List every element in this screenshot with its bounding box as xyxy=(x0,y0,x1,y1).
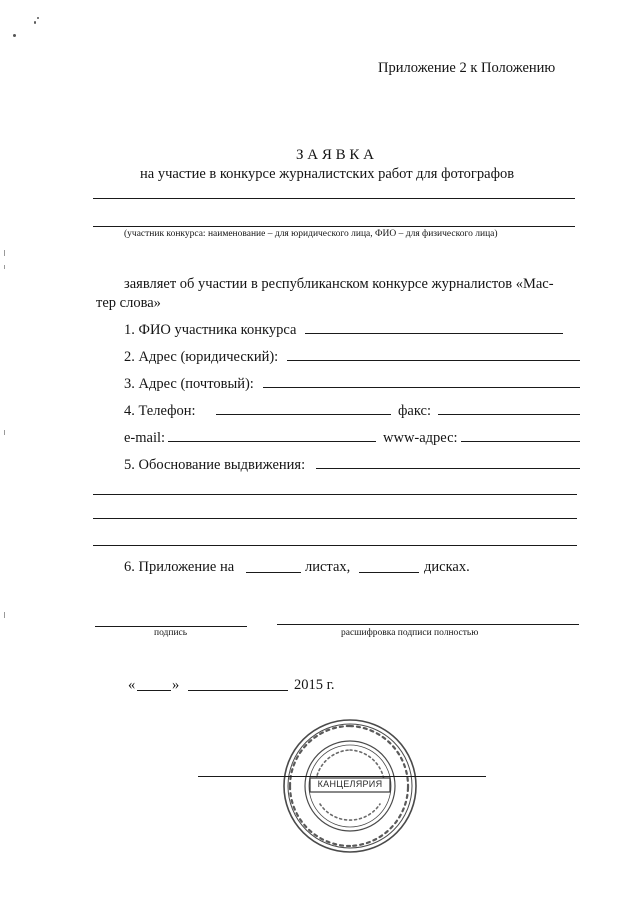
date-day-field[interactable] xyxy=(137,690,171,691)
justification-line-3[interactable] xyxy=(93,518,577,519)
margin-mark xyxy=(4,612,5,618)
scan-speck xyxy=(13,34,16,37)
fax-field[interactable] xyxy=(438,414,580,415)
www-field[interactable] xyxy=(461,441,580,442)
fio-label: 1. ФИО участника конкурса xyxy=(124,322,297,338)
address-legal-field[interactable] xyxy=(287,360,580,361)
justification-line-2[interactable] xyxy=(93,494,577,495)
date-month-field[interactable] xyxy=(188,690,288,691)
phone-label: 4. Телефон: xyxy=(124,403,196,419)
signature-caption: подпись xyxy=(154,628,188,638)
disks-word: дисках. xyxy=(424,559,470,575)
signature-decode-caption: расшифровка подписи полностью xyxy=(341,628,479,638)
date-close-quote: » xyxy=(172,677,180,693)
sheets-count-field[interactable] xyxy=(246,572,301,573)
stamp-signature-line[interactable] xyxy=(198,776,486,777)
signature-decode-field[interactable] xyxy=(277,624,579,625)
signature-field[interactable] xyxy=(95,626,247,627)
participant-line-2[interactable] xyxy=(93,226,575,227)
document-subtitle: на участие в конкурсе журналистских работ для фотографов xyxy=(140,166,515,182)
statement-line-2: тер слова» xyxy=(96,295,161,311)
disks-count-field[interactable] xyxy=(359,572,419,573)
margin-mark xyxy=(4,265,5,269)
justification-line-4[interactable] xyxy=(93,545,577,546)
email-label: e-mail: xyxy=(124,430,166,446)
margin-mark xyxy=(4,250,5,256)
email-field[interactable] xyxy=(168,441,376,442)
address-postal-field[interactable] xyxy=(263,387,580,388)
date-year: 2015 г. xyxy=(294,677,335,693)
scan-speck xyxy=(34,21,36,24)
margin-mark xyxy=(4,430,5,435)
annex-reference: Приложение 2 к Положению xyxy=(378,60,556,76)
sheets-word: листах, xyxy=(305,559,351,575)
justification-field[interactable] xyxy=(316,468,580,469)
www-label: www-адрес: xyxy=(383,430,458,446)
participant-caption: (участник конкурса: наименование – для юридического лица, ФИО – для физического лица) xyxy=(124,229,498,239)
attachment-label: 6. Приложение на xyxy=(124,559,235,575)
stamp-center-text: КАНЦЕЛЯРИЯ xyxy=(317,779,383,789)
fio-field[interactable] xyxy=(305,333,563,334)
phone-field[interactable] xyxy=(216,414,391,415)
address-legal-label: 2. Адрес (юридический): xyxy=(124,349,279,365)
scan-speck xyxy=(37,17,39,19)
address-postal-label: 3. Адрес (почтовый): xyxy=(124,376,254,392)
document-title: З А Я В К А xyxy=(296,147,374,163)
date-open-quote: « xyxy=(128,677,136,693)
justification-label: 5. Обоснование выдвижения: xyxy=(124,457,306,473)
official-stamp xyxy=(280,716,420,856)
statement-line-1: заявляет об участии в республиканском конкурсе журналистов «Мас- xyxy=(124,276,554,292)
participant-line-1[interactable] xyxy=(93,198,575,199)
fax-label: факс: xyxy=(398,403,431,419)
